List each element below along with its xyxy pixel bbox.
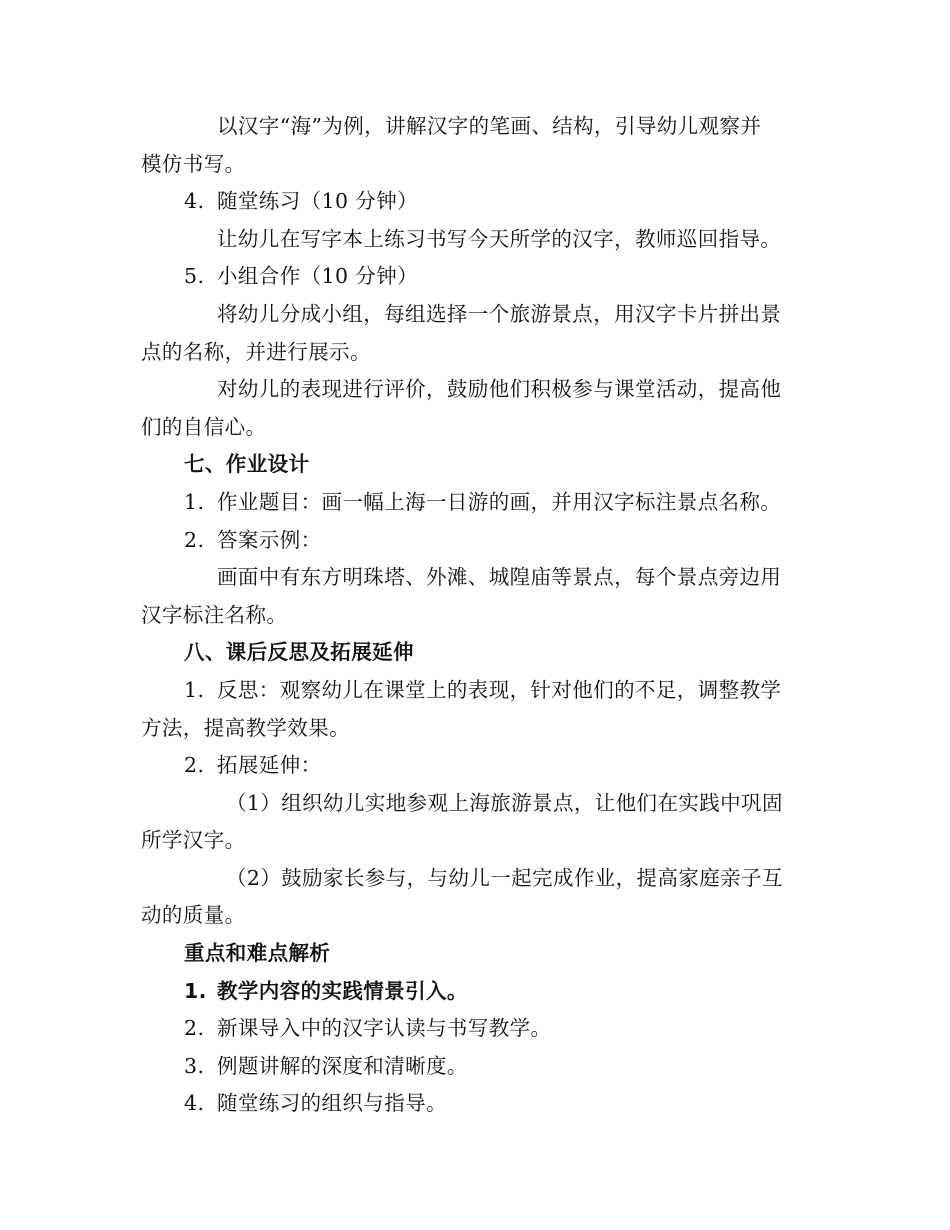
step5-number: 5. [184,264,205,289]
step4-number: 4. [184,189,205,214]
section7-item2 [141,522,805,560]
evaluation-paragraph-line1: 对幼儿的表现进行评价，鼓励他们积极参与课堂活动，提高他 [217,377,782,402]
section8-item2-number: 2. [184,753,205,778]
step5-item [141,258,805,296]
keypoint-item-1-number: 1. [184,978,207,1003]
keypoint-item-3-number: 3. [184,1053,205,1078]
keypoint-item-2 [141,1010,805,1048]
document-page [141,108,805,1208]
keypoint-item-2-number: 2. [184,1016,205,1041]
section7-item1-text: 作业题目：画一幅上海一日游的画，并用汉字标注景点名称。 [217,489,782,514]
section8-item2 [141,747,805,785]
evaluation-paragraph-line2: 们的自信心。 [141,414,267,439]
keypoints-heading: 重点和难点解析 [184,941,331,966]
keypoint-item-4-number: 4. [184,1091,205,1116]
section8-item1-number: 1. [184,677,205,702]
step5-title: 小组合作（10 分钟） [217,264,419,289]
keypoint-item-4-text: 随堂练习的组织与指导。 [217,1091,447,1116]
keypoint-item-1-text: 教学内容的实践情景引入。 [217,978,468,1003]
section7-item1-number: 1. [184,489,205,514]
section8-item1-text: 反思：观察幼儿在课堂上的表现，针对他们的不足，调整教学 [217,677,782,702]
step4-paragraph: 让幼儿在写字本上练习书写今天所学的汉字，教师巡回指导。 [217,226,782,251]
section8-ext2-line2: 动的质量。 [141,903,246,928]
section7-answer-line2: 汉字标注名称。 [141,602,288,627]
section8-item1-line1 [141,672,805,710]
step4-item [141,183,805,221]
step5-paragraph-line2: 点的名称，并进行展示。 [141,339,371,364]
section7-item2-number: 2. [184,527,205,552]
section8-item2-text: 拓展延伸： [217,753,322,778]
step3-paragraph-line2: 模仿书写。 [141,151,246,176]
section8-heading: 八、课后反思及拓展延伸 [184,640,414,665]
step4-title: 随堂练习（10 分钟） [217,189,419,214]
section8-item1-line2: 方法，提高教学效果。 [141,715,350,740]
section8-ext1-line1: （1）组织幼儿实地参观上海旅游景点，让他们在实践中巩固 [226,790,783,815]
keypoint-item-3-text: 例题讲解的深度和清晰度。 [217,1053,468,1078]
section7-heading: 七、作业设计 [184,452,310,477]
keypoint-item-2-text: 新课导入中的汉字认读与书写教学。 [217,1016,552,1041]
section7-item1 [141,484,805,522]
section7-item2-text: 答案示例： [217,527,322,552]
step5-paragraph-line1: 将幼儿分成小组，每组选择一个旅游景点，用汉字卡片拼出景 [217,301,782,326]
step3-paragraph-line1: 以汉字“海”为例，讲解汉字的笔画、结构，引导幼儿观察并 [217,114,762,138]
keypoint-item-4 [141,1085,805,1123]
keypoint-item-3 [141,1048,805,1086]
keypoint-item-1 [141,973,805,1011]
section8-ext1-line2: 所学汉字。 [141,828,246,853]
section8-ext2-line1: （2）鼓励家长参与，与幼儿一起完成作业，提高家庭亲子互 [226,865,783,890]
section7-answer-line1: 画面中有东方明珠塔、外滩、城隍庙等景点，每个景点旁边用 [217,565,782,590]
